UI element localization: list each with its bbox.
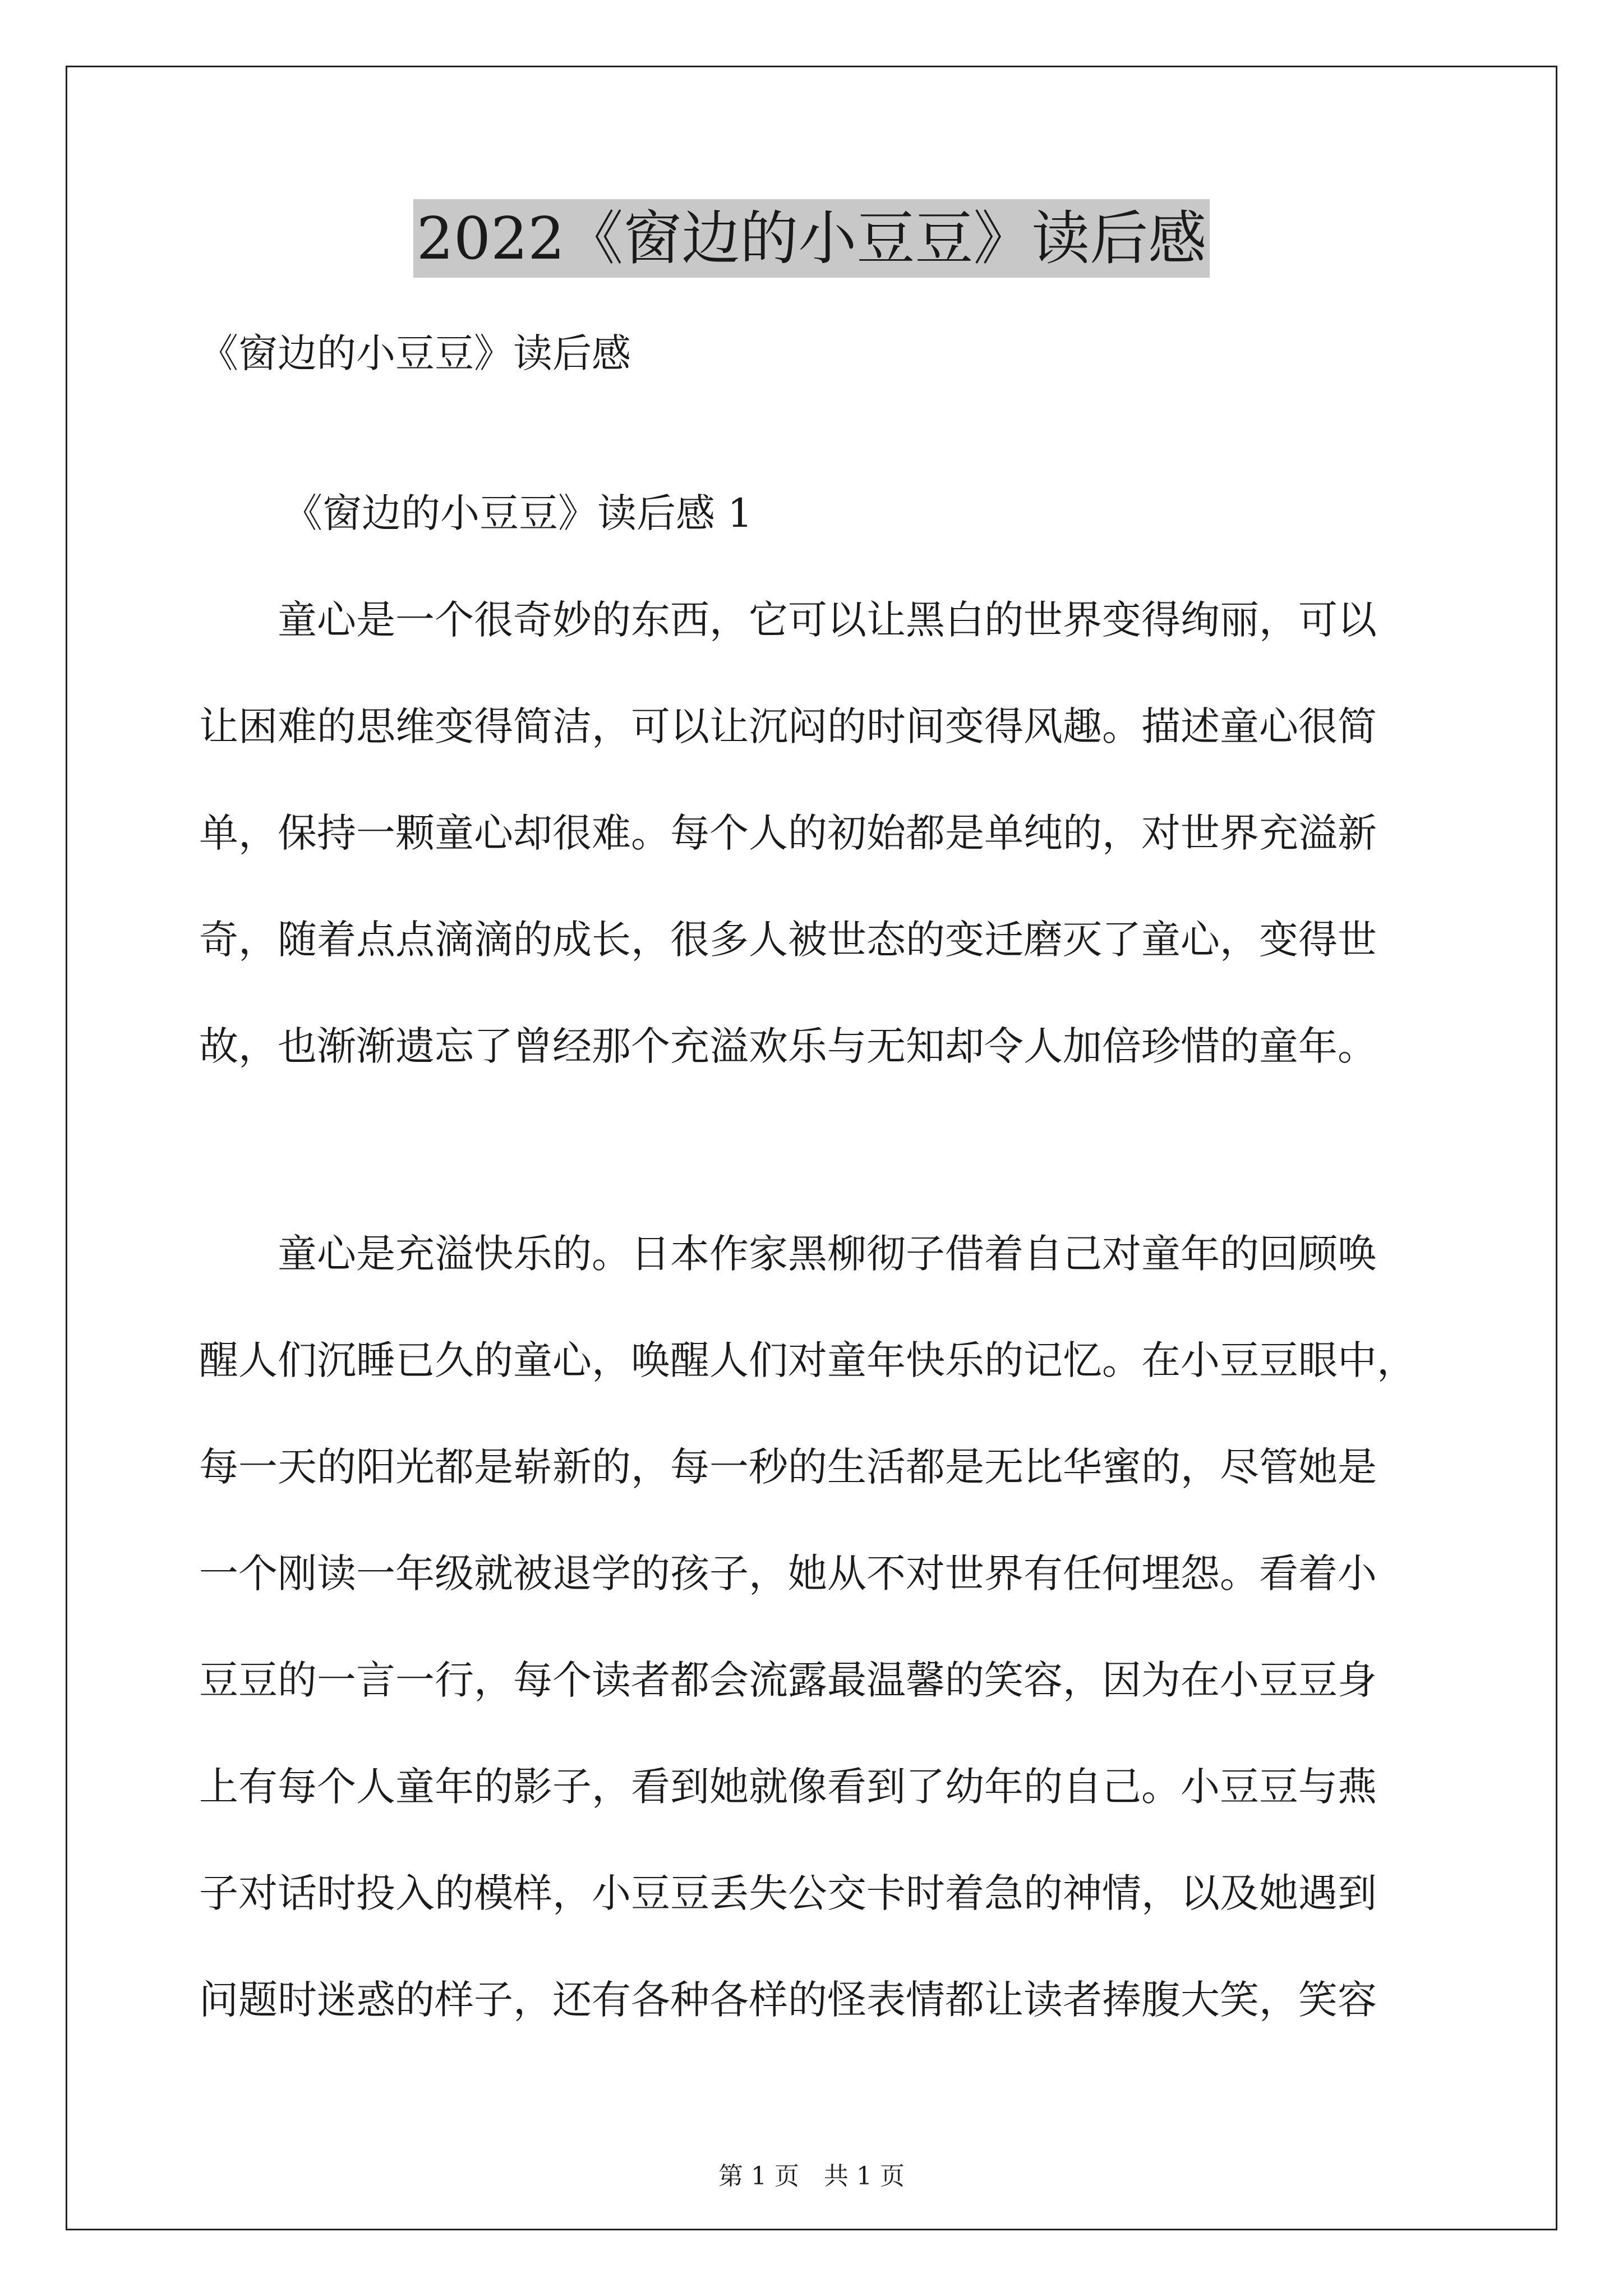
paragraph-line: 子对话时投入的模样，小豆豆丢失公交卡时着急的神情，以及她遇到 <box>199 1870 1377 1916</box>
section-heading: 《窗边的小豆豆》读后感 <box>199 330 631 376</box>
section-subheading: 《窗边的小豆豆》读后感 1 <box>283 490 753 536</box>
paragraph-line: 童心是一个很奇妙的东西，它可以让黑白的世界变得绚丽，可以 <box>199 597 1377 643</box>
paragraph-line: 一个刚读一年级就被退学的孩子，她从不对世界有任何埋怨。看着小 <box>199 1550 1377 1596</box>
paragraph-line: 醒人们沉睡已久的童心，唤醒人们对童年快乐的记忆。在小豆豆眼中， <box>199 1337 1416 1383</box>
paragraph-line: 童心是充溢快乐的。日本作家黑柳彻子借着自己对童年的回顾唤 <box>199 1231 1377 1277</box>
paragraph-2 <box>199 1200 1444 2053</box>
paragraph-line: 故，也渐渐遗忘了曾经那个充溢欢乐与无知却令人加倍珍惜的童年。 <box>199 1023 1377 1069</box>
paragraph-line: 让困难的思维变得简洁，可以让沉闷的时间变得风趣。描述童心很简 <box>199 703 1377 749</box>
title-container <box>0 199 1623 278</box>
paragraph-line: 豆豆的一言一行，每个读者都会流露最温馨的笑容，因为在小豆豆身 <box>199 1657 1377 1703</box>
paragraph-line: 奇，随着点点滴滴的成长，很多人被世态的变迁磨灭了童心，变得世 <box>199 917 1377 963</box>
paragraph-line: 单，保持一颗童心却很难。每个人的初始都是单纯的，对世界充溢新 <box>199 810 1377 856</box>
page-footer <box>0 2160 1623 2193</box>
paragraph-1 <box>199 567 1444 1099</box>
paragraph-line: 问题时迷惑的样子，还有各种各样的怪表情都让读者捧腹大笑，笑容 <box>199 1977 1377 2023</box>
page-number: 第 1 页 共 1 页 <box>718 2162 905 2191</box>
document-title: 2022《窗边的小豆豆》读后感 <box>413 199 1210 278</box>
paragraph-line: 上有每个人童年的影子，看到她就像看到了幼年的自己。小豆豆与燕 <box>199 1764 1377 1810</box>
paragraph-line: 每一天的阳光都是崭新的，每一秒的生活都是无比华蜜的，尽管她是 <box>199 1444 1377 1490</box>
